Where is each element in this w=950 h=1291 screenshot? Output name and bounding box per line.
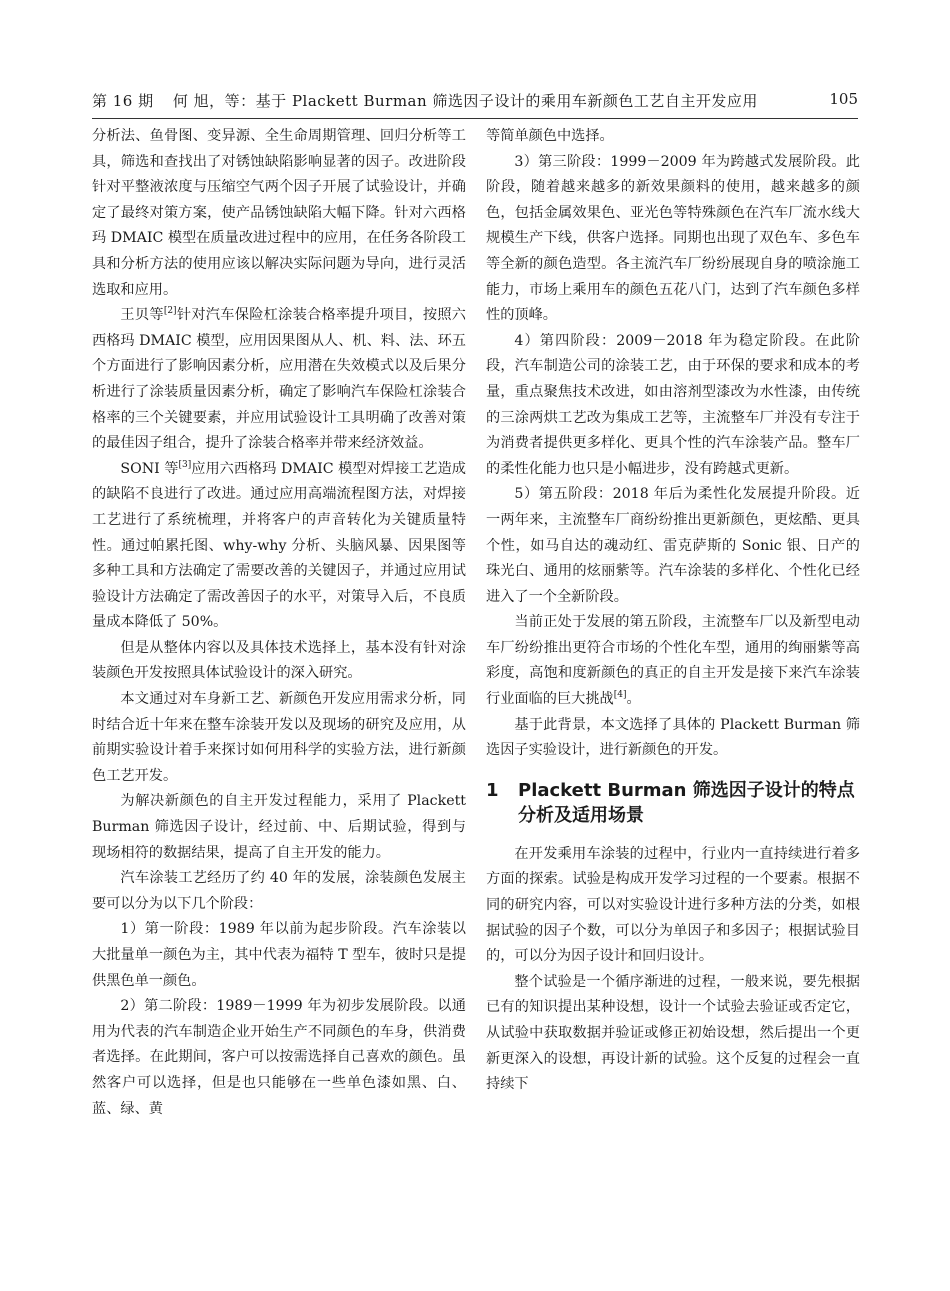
paragraph: 基于此背景，本文选择了具体的 Plackett Burman 筛选因子实验设计，进行新颜色的开发。: [486, 716, 860, 759]
citation-ref[interactable]: [3]: [178, 459, 192, 470]
paragraph-text: SONI 等: [120, 460, 179, 477]
left-column: [92, 124, 466, 1122]
header-left: [92, 90, 758, 111]
section-title: Plackett Burman 筛选因子设计的特点分析及适用场景: [518, 779, 855, 826]
list-item: 5）第五阶段：2018 年后为柔性化发展提升阶段。近一两年来，主流整车厂商纷纷推出更新颜色，更炫酷、更具个性，如马自达的魂动红、雷克萨斯的 Sonic 银、日产的珠光白、通用的炫丽紫等。汽车涂装的多样化、个性化已经进入了一个全新阶段。: [486, 486, 860, 605]
paragraph-text: 当前正处于发展的第五阶段，主流整车厂以及新型电动车厂纷纷推出更符合市场的个性化车型，通用的绚丽紫等高彩度，高饱和度新颜色的真正的自主开发是接下来汽车涂装行业面临的巨大挑战: [486, 614, 860, 708]
paragraph: 为解决新颜色的自主开发过程能力，采用了 Plackett Burman 筛选因子设计，经过前、中、后期试验，得到与现场相符的数据结果，提高了自主开发的能力。: [92, 793, 466, 861]
paragraph: 整个试验是一个循序渐进的过程，一般来说，要先根据已有的知识提出某种设想，设计一个试验去验证或否定它，从试验中获取数据并验证或修正初始设想，然后提出一个更新更深入的设想，再设计新的试验。这个反复的过程会一直持续下: [486, 973, 860, 1093]
paragraph: 在开发乘用车涂装的过程中，行业内一直持续进行着多方面的探索。试验是构成开发学习过程的一个要素。根据不同的研究内容，可以对实验设计进行多种方法的分类，如根据试验的因子个数，可以分为单因子和多因子；根据试验目的，可以分为因子设计和回归设计。: [486, 845, 860, 965]
paragraph: 分析法、鱼骨图、变异源、全生命周期管理、回归分析等工具，筛选和查找出了对锈蚀缺陷影响显著的因子。改进阶段针对平整液浓度与压缩空气两个因子开展了试验设计，并确定了最终对策方案，使产品锈蚀缺陷大幅下降。针对六西格玛 DMAIC 模型在质量改进过程中的应用，在任务各阶段工具和分析方法的使用应该以解决实际问题为导向，进行灵活选取和应用。: [92, 128, 466, 298]
paragraph-text: 王贝等: [120, 307, 164, 324]
citation-ref[interactable]: [4]: [613, 690, 627, 701]
list-item: 3）第三阶段：1999－2009 年为跨越式发展阶段。此阶段，随着越来越多的新效果颜料的使用，越来越多的颜色，包括金属效果色、亚光色等特殊颜色在汽车厂流水线大规模生产下线，供客户选择。同期也出现了双色车、多色车等全新的颜色造型。各主流汽车厂纷纷展现自身的喷涂施工能力，市场上乘用车的颜色五花八门，达到了汽车颜色多样性的顶峰。: [486, 153, 860, 324]
page-number: 105: [829, 90, 858, 108]
paragraph: 汽车涂装工艺经历了约 40 年的发展，涂装颜色发展主要可以分为以下几个阶段：: [92, 870, 466, 912]
section-number: 1: [486, 779, 499, 801]
paragraph: 本文通过对车身新工艺、新颜色开发应用需求分析，同时结合近十年来在整车涂装开发以及现场的研究及应用，从前期实验设计着手来探讨如何用科学的实验方法，进行新颜色工艺开发。: [92, 691, 466, 784]
running-title: 何 旭，等：基于 Plackett Burman 筛选因子设计的乘用车新颜色工艺自主开发应用: [172, 92, 758, 110]
list-item: 1）第一阶段：1989 年以前为起步阶段。汽车涂装以大批量单一颜色为主，其中代表为福特 T 型车，彼时只是提供黑色单一颜色。: [92, 921, 466, 989]
paragraph: 等简单颜色中选择。: [486, 128, 614, 144]
paragraph: [92, 457, 466, 636]
running-header: [92, 88, 858, 119]
list-item: 2）第二阶段：1989－1999 年为初步发展阶段。以通用为代表的汽车制造企业开始生产不同颜色的车身，供消费者选择。在此期间，客户可以按需选择自己喜欢的颜色。虽然客户可以选择，但是也只能够在一些单色漆如黑、白、蓝、绿、黄: [92, 998, 466, 1117]
paragraph: [92, 303, 466, 457]
paragraph-text: 。: [626, 691, 641, 708]
paragraph-text: 应用六西格玛 DMAIC 模型对焊接工艺造成的缺陷不良进行了改进。通过应用高端流程图方法，对焊接工艺进行了系统梳理，并将客户的声音转化为关键质量特性。通过帕累托图、why-why 分析、头脑风暴、因果图等多种工具和方法确定了需要改善的关键因子，并通过应用试验设计方法确定了需改善因子的水平，对策导入后，不良质量成本降低了 50%。: [92, 460, 466, 631]
issue-number: 第 16 期: [92, 92, 154, 110]
section-heading: [486, 778, 860, 828]
citation-ref[interactable]: [2]: [163, 306, 177, 317]
paragraph: 但是从整体内容以及具体技术选择上，基本没有针对涂装颜色开发按照具体试验设计的深入研究。: [92, 639, 466, 682]
list-item: 4）第四阶段：2009－2018 年为稳定阶段。在此阶段，汽车制造公司的涂装工艺，由于环保的要求和成本的考量，重点聚焦技术改进，如由溶剂型漆改为水性漆，由传统的三涂两烘工艺改为集成工艺等，主流整车厂并没有专注于为消费者提供更多样化、更具个性的汽车涂装产品。整车厂的柔性化能力也只是小幅进步，没有跨越式更新。: [486, 332, 860, 477]
paragraph: [486, 610, 860, 712]
paragraph-text: 针对汽车保险杠涂装合格率提升项目，按照六西格玛 DMAIC 模型，应用因果图从人、机、料、法、环五个方面进行了影响因素分析，应用潜在失效模式以及后果分析进行了涂装质量因素分析，确定了影响汽车保险杠涂装合格率的三个关键要素，并应用试验设计工具明确了改善对策的最佳因子组合，提升了涂装合格率并带来经济效益。: [92, 307, 466, 452]
right-column: [486, 124, 860, 1098]
